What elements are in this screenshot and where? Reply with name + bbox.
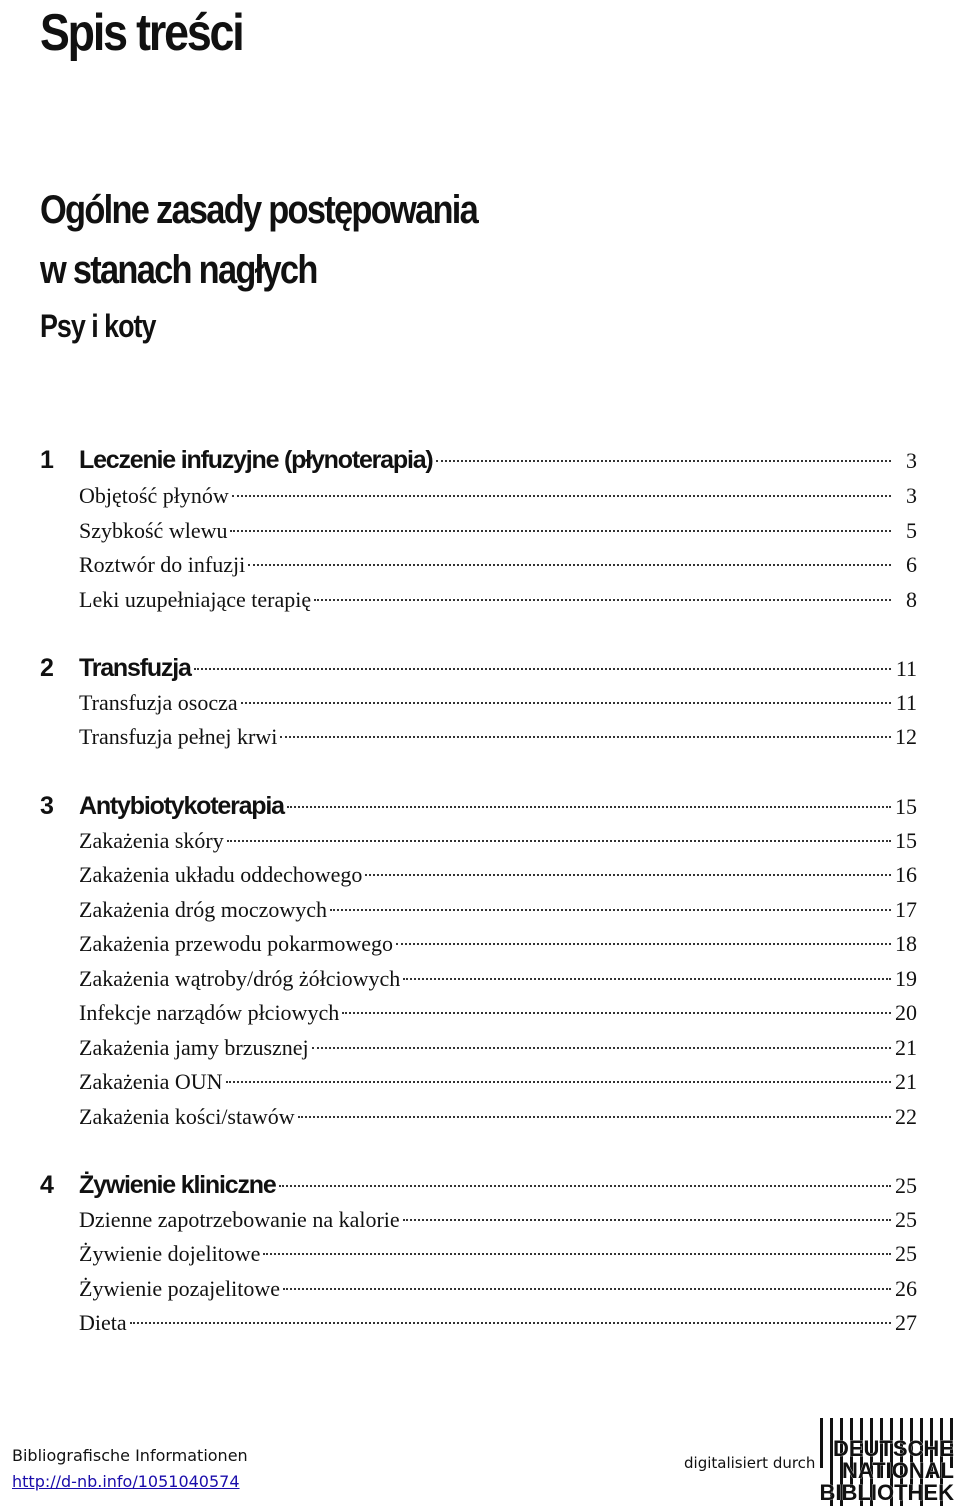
logo-line-1: DEUTSCHE [832, 1436, 954, 1461]
toc-title: Zakażenia układu oddechowego [79, 862, 363, 887]
toc-dot-leader [241, 702, 891, 704]
toc-title: Infekcje narządów płciowych [79, 1000, 340, 1025]
toc-page-number: 3 [906, 483, 917, 508]
toc-page-number: 15 [895, 828, 917, 853]
toc-page-number: 20 [895, 1000, 917, 1025]
toc-section-row [40, 1065, 917, 1099]
toc-title: Transfuzja pełnej krwi [79, 724, 278, 749]
toc-dot-leader [263, 1253, 891, 1255]
book-title-line-2: w stanach nagłych [40, 248, 317, 292]
bibliographic-info [12, 1443, 248, 1495]
deutsche-nationalbibliothek-logo [816, 1418, 956, 1506]
toc-title: Roztwór do infuzji [79, 552, 246, 577]
toc-title: Dzienne zapotrzebowanie na kalorie [79, 1207, 400, 1232]
toc-section-row [40, 686, 917, 720]
toc-page-number: 11 [895, 656, 917, 681]
toc-dot-leader [298, 1116, 891, 1118]
toc-title: Leki uzupełniające terapię [79, 587, 312, 612]
toc-dot-leader [396, 943, 891, 945]
dnb-record-link[interactable]: http://d-nb.info/1051040574 [12, 1472, 240, 1491]
toc-dot-leader [226, 1081, 891, 1083]
toc-dot-leader [248, 564, 891, 566]
toc-section-row [40, 996, 917, 1030]
toc-dot-leader [194, 668, 891, 670]
toc-title: Szybkość wlewu [79, 518, 228, 543]
toc-dot-leader [312, 1047, 891, 1049]
toc-section-row [40, 720, 917, 754]
toc-dot-leader [230, 530, 891, 532]
toc-page-number: 11 [895, 690, 917, 715]
toc-page-number: 21 [895, 1035, 917, 1060]
toc-title: Żywienie kliniczne [79, 1171, 276, 1199]
book-title-line-1: Ogólne zasady postępowania [40, 188, 477, 232]
toc-section-row [40, 514, 917, 548]
toc-section-row [40, 548, 917, 582]
toc-chapter-row [40, 651, 917, 685]
toc-page-number: 12 [895, 724, 917, 749]
toc-chapter-row [40, 789, 917, 823]
toc-page-number: 18 [895, 931, 917, 956]
toc-section-row [40, 479, 917, 513]
toc-title: Zakażenia OUN [79, 1069, 223, 1094]
toc-number: 1 [40, 446, 54, 474]
toc-dot-leader [279, 1185, 891, 1187]
toc-page-number: 3 [906, 448, 917, 473]
toc-section-row [40, 824, 917, 858]
toc-page-number: 19 [895, 966, 917, 991]
toc-title: Leczenie infuzyjne (płynoterapia) [79, 446, 433, 474]
toc-section-row [40, 1306, 917, 1340]
toc-chapter-row [40, 1168, 917, 1202]
toc-number: 2 [40, 654, 54, 682]
toc-dot-leader [365, 874, 891, 876]
toc-dot-leader [342, 1012, 891, 1014]
toc-title: Dieta [79, 1310, 127, 1335]
toc-title: Zakażenia przewodu pokarmowego [79, 931, 393, 956]
toc-page-number: 26 [895, 1276, 917, 1301]
bibliographic-info-label: Bibliografische Informationen [12, 1446, 248, 1465]
toc-dot-leader [232, 495, 891, 497]
toc-title: Zakażenia skóry [79, 828, 224, 853]
toc-title: Zakażenia jamy brzusznej [79, 1035, 309, 1060]
book-subtitle: Psy i koty [40, 308, 156, 344]
toc-page-number: 27 [895, 1310, 917, 1335]
toc-page-number: 6 [906, 552, 917, 577]
toc-title: Zakażenia dróg moczowych [79, 897, 327, 922]
toc-section-row [40, 927, 917, 961]
toc-number: 3 [40, 792, 54, 820]
toc-dot-leader [283, 1288, 891, 1290]
toc-dot-leader [287, 806, 891, 808]
toc-page-number: 8 [906, 587, 917, 612]
toc-page-number: 15 [895, 794, 917, 819]
toc-title: Zakażenia kości/stawów [79, 1104, 295, 1129]
toc-page-number: 5 [906, 518, 917, 543]
toc-number: 4 [40, 1171, 54, 1199]
toc-chapter-row [40, 443, 917, 477]
toc-section-row [40, 1272, 917, 1306]
toc-section-row [40, 1031, 917, 1065]
digitalized-by-label: digitalisiert durch [684, 1454, 816, 1472]
toc-section-row [40, 893, 917, 927]
toc-title: Antybiotykoterapia [79, 792, 284, 820]
toc-section-row [40, 1237, 917, 1271]
toc-title: Zakażenia wątroby/dróg żółciowych [79, 966, 401, 991]
toc-dot-leader [330, 909, 891, 911]
toc-dot-leader [227, 840, 891, 842]
toc-page-number: 22 [895, 1104, 917, 1129]
toc-dot-leader [436, 460, 891, 462]
toc-dot-leader [403, 978, 891, 980]
toc-dot-leader [130, 1322, 891, 1324]
toc-page-number: 16 [895, 862, 917, 887]
logo-line-2: NATIONAL [841, 1458, 954, 1483]
toc-page-number: 25 [895, 1207, 917, 1232]
toc-page-number: 25 [895, 1241, 917, 1266]
toc-section-row [40, 858, 917, 892]
logo-line-3: BIBLIOTHEK [819, 1480, 954, 1505]
toc-title: Transfuzja [79, 654, 191, 682]
toc-dot-leader [280, 736, 891, 738]
toc-title: Żywienie dojelitowe [79, 1241, 261, 1266]
toc-page-number: 17 [895, 897, 917, 922]
toc-title: Transfuzja osocza [79, 690, 238, 715]
toc-title: Objętość płynów [79, 483, 229, 508]
toc-section-row [40, 1203, 917, 1237]
page-title: Spis treści [40, 4, 243, 62]
toc-section-row [40, 962, 917, 996]
toc-page-number: 25 [895, 1173, 917, 1198]
toc-section-row [40, 583, 917, 617]
toc-section-row [40, 1100, 917, 1134]
toc-dot-leader [403, 1219, 891, 1221]
toc-title: Żywienie pozajelitowe [79, 1276, 280, 1301]
toc-dot-leader [314, 599, 891, 601]
toc-page-number: 21 [895, 1069, 917, 1094]
